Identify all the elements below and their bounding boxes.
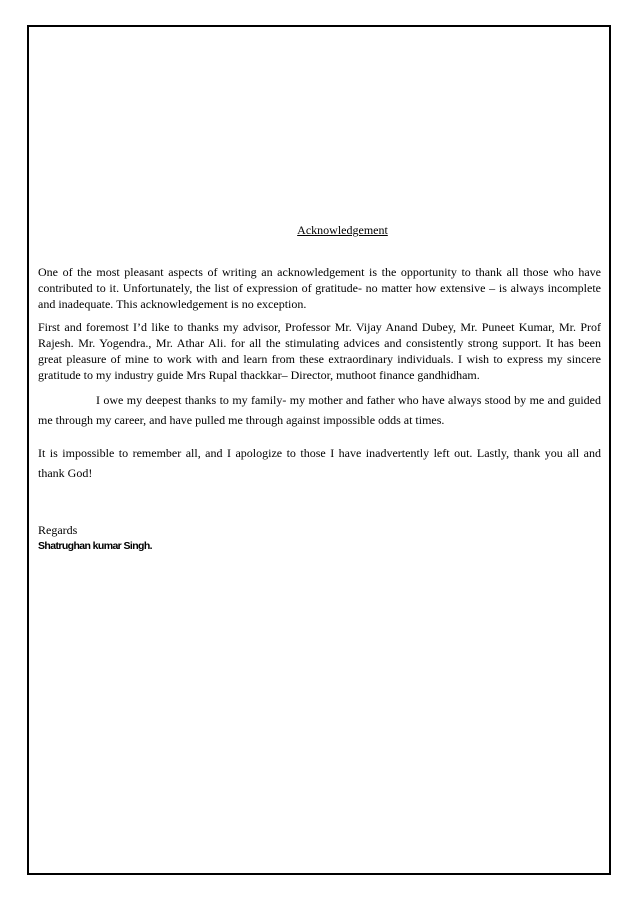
closing-regards: Regards [38,523,78,537]
paragraph-intro: One of the most pleasant aspects of writing an acknowledgement is the opportunity to thank all those who have contributed to it. Unfortunately, the list of expression of gratitude- no matter how extensive – is always incomplete and inadequate. This acknowledgement is no exception. [38,265,601,311]
signature-name: Shatrughan kumar Singh. [38,540,152,552]
document-title: Acknowledgement [297,223,388,237]
paragraph-closing: It is impossible to remember all, and I apologize to those I have inadvertently left out. Lastly, thank you all and thank God! [38,446,601,480]
paragraph-family: I owe my deepest thanks to my family- my mother and father who have always stood by me and guided me through my career, and have pulled me through against impossible odds at times. [38,393,601,427]
paragraph-advisors: First and foremost I’d like to thanks my advisor, Professor Mr. Vijay Anand Dubey, Mr. Puneet Kumar, Mr. Prof Rajesh. Mr. Yogendra., Mr. Athar Ali. for all the stimulating advices and consistently strong support. It has been great pleasure of mine to work with and learn from these extraordinary individuals. I wish to express my sincere gratitude to my industry guide Mrs Rupal thackkar– Director, muthoot finance gandhidham. [38,320,601,382]
document-body [38,222,601,553]
